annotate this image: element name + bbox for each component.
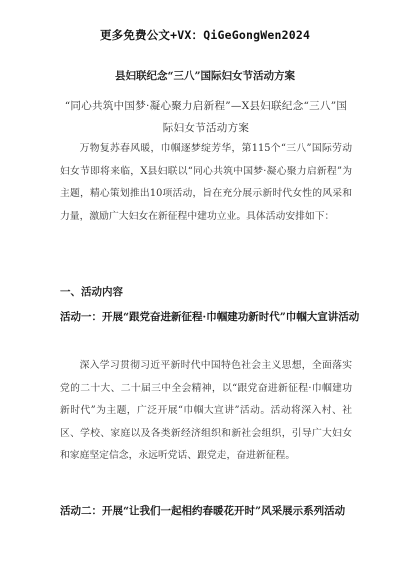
watermark-header: 更多免费公文+VX：QiGeGongWen2024	[99, 28, 311, 42]
activity2-title: 活动二：开展“让我们一起相约春暖花开时”风采展示系列活动	[60, 505, 346, 517]
section-heading: 一、活动内容	[60, 286, 123, 298]
document-title: 县妇联纪念“三八”国际妇女节活动方案	[114, 70, 296, 82]
activity1-title: 活动一：开展“跟党奋进新征程·巾帼建功新时代”巾帼大宣讲活动	[60, 311, 360, 323]
activity1-body: 深入学习贯彻习近平新时代中国特色社会主义思想，全面落实党的二十大、二十届三中全会精神，以“跟党奋进新征程·巾帼建功新时代”为主题，广泛开展“巾帼大宣讲”活动。活动将深入村、社区、学校、家庭以及各类新经济组织和新社会组织，引导广大妇女和家庭坚定信念，永远听党话、跟党走，奋进新征程。	[60, 360, 352, 461]
document-subtitle: “同心共筑中国梦·凝心聚力启新程”—X县妇联纪念“三八”国际妇女节活动方案	[64, 100, 348, 134]
intro-paragraph: 万物复苏春风暖，巾帼逐梦绽芳华，第115个“三八”国际劳动妇女节即将来临，X县妇联以“同心共筑中国梦·凝心聚力启新程”为主题，精心策划推出10项活动，旨在充分展示新时代女性的风采和力量，激励广大妇女在新征程中建功立业。具体活动安排如下：	[60, 143, 352, 222]
